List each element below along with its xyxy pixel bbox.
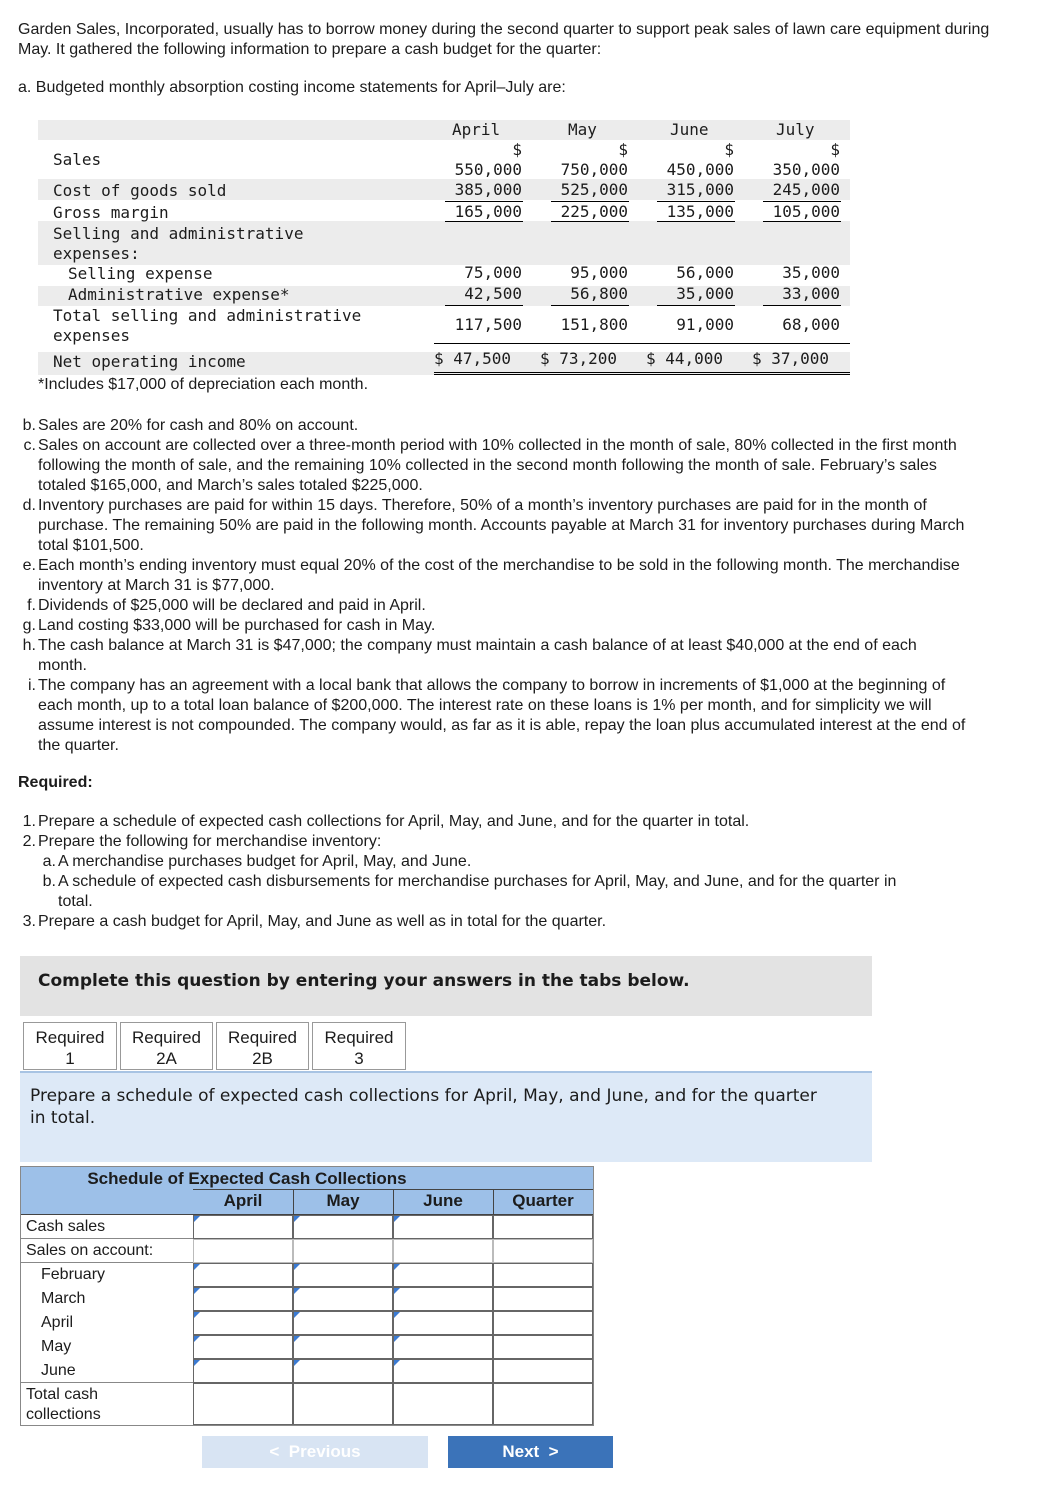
list-item: b. Sales are 20% for cash and 80% on account. — [22, 417, 359, 434]
list-item: d. Inventory purchases are paid for within 15 days. Therefore, 50% of a month’s inventory purchases are paid for in the month of purchase. The remaining 50% are paid in the following month. Accounts payable at March 31 for inventory purchases during March total $101,500. — [22, 497, 965, 554]
admin-value: 42,500 — [464, 284, 522, 303]
tab-required-2a[interactable]: Required 2A — [120, 1022, 213, 1070]
selling-label: Selling expense — [68, 264, 213, 283]
dollar-sign: $ — [618, 140, 628, 159]
input-apr-april[interactable] — [193, 1311, 293, 1335]
sae-label: Selling and administrative — [53, 224, 304, 243]
footnote: *Includes $17,000 of depreciation each month. — [38, 376, 369, 393]
input-feb-may-field[interactable] — [294, 1264, 392, 1286]
input-mar-april[interactable] — [193, 1287, 293, 1311]
list-item: h. The cash balance at March 31 is $47,000; the company must maintain a cash balance of at least $40,000 at the end of each month. — [22, 637, 917, 674]
sales-value: 750,000 — [560, 160, 628, 179]
input-apr-april-field[interactable] — [194, 1312, 292, 1334]
input-jun-may[interactable] — [293, 1359, 393, 1383]
input-jun-april-field[interactable] — [194, 1360, 292, 1382]
input-feb-quarter[interactable] — [493, 1263, 593, 1287]
input-apr-quarter[interactable] — [493, 1311, 593, 1335]
input-cash-sales-quarter[interactable] — [493, 1215, 593, 1239]
month-header: April — [452, 120, 501, 139]
selling-value: 95,000 — [570, 263, 628, 282]
tab-required-1[interactable]: Required 1 — [23, 1022, 117, 1070]
required-item: 1. Prepare a schedule of expected cash collections for April, May, and June, and for the quarter in total. — [22, 813, 750, 830]
input-feb-april-field[interactable] — [194, 1264, 292, 1286]
input-cash-sales-june[interactable] — [393, 1215, 493, 1239]
input-may-quarter-field[interactable] — [494, 1336, 592, 1358]
col-header-april: April — [223, 1191, 263, 1210]
list-item: e. Each month’s ending inventory must equal 20% of the cost of the merchandise to be sold in the following month. The merchandise inventory at March 31 is $77,000. — [22, 557, 960, 594]
required-heading: Required: — [18, 774, 93, 791]
input-may-april[interactable] — [193, 1335, 293, 1359]
total-quarter[interactable] — [493, 1383, 593, 1425]
cash-collections-schedule — [20, 1166, 594, 1426]
input-cash-sales-quarter-field[interactable] — [494, 1216, 592, 1238]
required-item: 2. Prepare the following for merchandise inventory: — [22, 833, 382, 850]
schedule-title: Schedule of Expected Cash Collections — [87, 1169, 407, 1188]
total-sae-value: 68,000 — [782, 315, 840, 334]
input-feb-june[interactable] — [393, 1263, 493, 1287]
noi-value: $ 37,000 — [752, 349, 830, 368]
dollar-sign: $ — [512, 140, 522, 159]
input-jun-june[interactable] — [393, 1359, 493, 1383]
input-mar-may[interactable] — [293, 1287, 393, 1311]
input-jun-june-field[interactable] — [394, 1360, 492, 1382]
intro-text: Garden Sales, Incorporated, usually has to borrow money during the second quarter to support peak sales of lawn care equipment during May. It gathered the following information to prepare a cash budget for the quarter: — [18, 21, 990, 58]
input-apr-june[interactable] — [393, 1311, 493, 1335]
noi-label: Net operating income — [53, 352, 246, 371]
cogs-value: 315,000 — [666, 180, 734, 199]
input-mar-april-field[interactable] — [194, 1288, 292, 1310]
month-header: May — [568, 120, 597, 139]
input-apr-may[interactable] — [293, 1311, 393, 1335]
gm-value: 135,000 — [666, 202, 734, 221]
input-cash-sales-may-field[interactable] — [294, 1216, 392, 1238]
total-june-field[interactable] — [394, 1384, 492, 1424]
total-sae-value: 117,500 — [454, 315, 522, 334]
month-header: June — [670, 120, 709, 139]
input-jun-quarter[interactable] — [493, 1359, 593, 1383]
chevron-right-icon: > — [539, 1442, 559, 1461]
next-button[interactable]: Next > — [448, 1436, 613, 1468]
list-item: f. Dividends of $25,000 will be declared and paid in April. — [27, 597, 426, 614]
month-header: July — [776, 120, 815, 139]
input-cash-sales-april-field[interactable] — [194, 1216, 292, 1238]
tab-required-2b[interactable]: Required 2B — [216, 1022, 309, 1070]
total-june[interactable] — [393, 1383, 493, 1425]
row-april: April — [41, 1314, 74, 1331]
gm-value: 105,000 — [772, 202, 840, 221]
chevron-left-icon: < — [269, 1442, 289, 1461]
input-jun-april[interactable] — [193, 1359, 293, 1383]
cogs-value: 245,000 — [772, 180, 840, 199]
cogs-value: 525,000 — [560, 180, 628, 199]
input-mar-quarter-field[interactable] — [494, 1288, 592, 1310]
selling-value: 35,000 — [782, 263, 840, 282]
row-march: March — [41, 1290, 86, 1307]
gm-value: 225,000 — [560, 202, 628, 221]
input-feb-april[interactable] — [193, 1263, 293, 1287]
required-subitem: a. A merchandise purchases budget for April, May, and June. — [42, 853, 472, 870]
input-apr-june-field[interactable] — [394, 1312, 492, 1334]
row-february: February — [41, 1266, 106, 1283]
sales-label: Sales — [53, 150, 102, 169]
noi-value: $ 73,200 — [540, 349, 618, 368]
input-mar-june-field[interactable] — [394, 1288, 492, 1310]
sales-value: 350,000 — [772, 160, 840, 179]
col-header-quarter: Quarter — [512, 1191, 574, 1210]
dollar-sign: $ — [830, 140, 840, 159]
input-jun-may-field[interactable] — [294, 1360, 392, 1382]
cogs-label: Cost of goods sold — [53, 181, 227, 200]
input-mar-may-field[interactable] — [294, 1288, 392, 1310]
input-may-may[interactable] — [293, 1335, 393, 1359]
cogs-value: 385,000 — [454, 180, 522, 199]
input-mar-quarter[interactable] — [493, 1287, 593, 1311]
sales-value: 450,000 — [666, 160, 734, 179]
input-may-may-field[interactable] — [294, 1336, 392, 1358]
input-cash-sales-april[interactable] — [193, 1215, 293, 1239]
admin-label: Administrative expense* — [68, 285, 290, 304]
sales-value: 550,000 — [454, 160, 522, 179]
input-may-june[interactable] — [393, 1335, 493, 1359]
input-mar-june[interactable] — [393, 1287, 493, 1311]
total-sae-label: Total selling and administrative — [53, 306, 362, 325]
total-sae-value: 91,000 — [676, 315, 734, 334]
previous-button[interactable]: < Previous — [202, 1436, 428, 1468]
input-apr-quarter-field[interactable] — [494, 1312, 592, 1334]
total-may[interactable] — [293, 1383, 393, 1425]
row-may: May — [41, 1338, 72, 1355]
input-apr-may-field[interactable] — [294, 1312, 392, 1334]
selling-value: 56,000 — [676, 263, 734, 282]
noi-value: $ 44,000 — [646, 349, 724, 368]
list-item: g. Land costing $33,000 will be purchased for cash in May. — [22, 617, 436, 634]
admin-value: 56,800 — [570, 284, 628, 303]
total-sae-value: 151,800 — [560, 315, 628, 334]
input-feb-may[interactable] — [293, 1263, 393, 1287]
gm-value: 165,000 — [454, 202, 522, 221]
input-jun-quarter-field[interactable] — [494, 1360, 592, 1382]
row-sales-on-account: Sales on account: — [26, 1242, 154, 1259]
item-a: a. Budgeted monthly absorption costing income statements for April–July are: — [18, 79, 566, 96]
input-may-quarter[interactable] — [493, 1335, 593, 1359]
input-feb-quarter-field[interactable] — [494, 1264, 592, 1286]
gross-margin-label: Gross margin — [53, 203, 169, 222]
tab-required-3[interactable]: Required 3 — [312, 1022, 406, 1070]
input-may-april-field[interactable] — [194, 1336, 292, 1358]
input-may-june-field[interactable] — [394, 1336, 492, 1358]
noi-value: $ 47,500 — [434, 349, 512, 368]
total-april-field[interactable] — [194, 1384, 292, 1424]
input-cash-sales-june-field[interactable] — [394, 1216, 492, 1238]
total-quarter-field[interactable] — [494, 1384, 592, 1424]
selling-value: 75,000 — [464, 263, 522, 282]
admin-value: 35,000 — [676, 284, 734, 303]
total-april[interactable] — [193, 1383, 293, 1425]
required-subitem: b. A schedule of expected cash disbursements for merchandise purchases for April, May, and June, and for the quarter in total. — [42, 873, 897, 910]
total-may-field[interactable] — [294, 1384, 392, 1424]
tab-instructions: Prepare a schedule of expected cash collections for April, May, and June, and for the quarter in total. — [20, 1071, 872, 1162]
list-item: c. Sales on account are collected over a three-month period with 10% collected in the month of sale, 80% collected in the first month following the month of sale, and the remaining 10% collected in the second month following the month of sale. February’s sales totaled $165,000, and March’s sales totaled $225,000. — [23, 437, 957, 494]
sae-label-2: expenses: — [53, 244, 140, 263]
input-cash-sales-may[interactable] — [293, 1215, 393, 1239]
total-sae-label-2: expenses — [53, 326, 131, 345]
input-feb-june-field[interactable] — [394, 1264, 492, 1286]
dollar-sign: $ — [724, 140, 734, 159]
instruction-banner: Complete this question by entering your answers in the tabs below. — [20, 956, 872, 1016]
admin-value: 33,000 — [782, 284, 840, 303]
row-total-cash-collections: Total cash collections — [26, 1386, 101, 1423]
row-june: June — [41, 1362, 76, 1379]
list-item: i. The company has an agreement with a local bank that allows the company to borrow in increments of $1,000 at the beginning of each month, up to a total loan balance of $200,000. The interest rate on these loans is 1% per month, and for simplicity we will assume interest is not compounded. The company would, as far as it is able, repay the loan plus accumulated interest at the end of the quarter. — [28, 677, 966, 754]
col-header-may: May — [326, 1191, 360, 1210]
row-cash-sales: Cash sales — [26, 1218, 106, 1235]
required-item: 3. Prepare a cash budget for April, May, and June as well as in total for the quarter. — [22, 913, 607, 930]
col-header-june: June — [423, 1191, 463, 1210]
